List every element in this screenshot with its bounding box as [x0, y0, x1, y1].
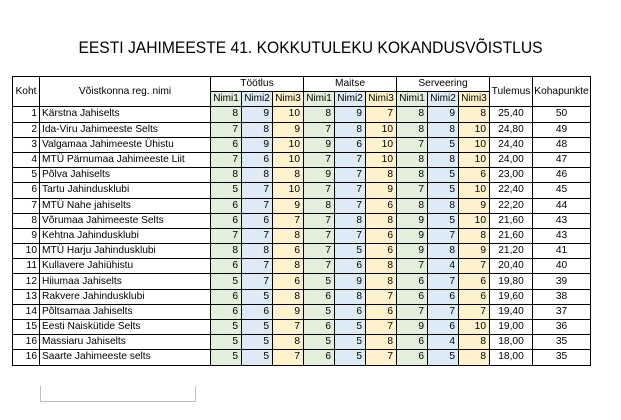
score-cell: 10: [273, 152, 304, 167]
score-cell: 8: [273, 289, 304, 304]
score-cell: 5: [211, 183, 242, 198]
score-cell: 8: [428, 122, 459, 137]
score-cell: 6: [397, 350, 428, 365]
score-cell: 8: [335, 289, 366, 304]
team-name-cell: Võrumaa Jahimeeste Selts: [40, 213, 211, 228]
score-cell: 9: [459, 244, 490, 259]
score-cell: 8: [366, 274, 397, 289]
table-row: [13, 152, 591, 167]
header-group-tootlus: Töötlus: [211, 77, 304, 92]
place-cell: 15: [13, 320, 40, 335]
place-cell: 14: [13, 304, 40, 319]
table-row: [13, 107, 591, 122]
score-cell: 8: [397, 107, 428, 122]
place-cell: 16: [13, 350, 40, 365]
score-cell: 8: [459, 107, 490, 122]
score-cell: 8: [304, 107, 335, 122]
place-cell: 3: [13, 137, 40, 152]
table-header: [13, 77, 591, 107]
score-cell: 9: [273, 198, 304, 213]
place-cell: 16: [13, 335, 40, 350]
score-cell: 5: [304, 335, 335, 350]
score-cell: 8: [459, 228, 490, 243]
score-cell: 6: [366, 304, 397, 319]
result-cell: 18,00: [490, 350, 533, 365]
score-cell: 5: [428, 350, 459, 365]
header-group-serveering: Serveering: [397, 77, 490, 92]
score-cell: 7: [304, 122, 335, 137]
score-cell: 7: [397, 304, 428, 319]
score-cell: 9: [397, 320, 428, 335]
score-cell: 10: [273, 107, 304, 122]
team-name-cell: Saarte Jahimeeste selts: [40, 350, 211, 365]
place-cell: 4: [13, 152, 40, 167]
score-cell: 9: [397, 213, 428, 228]
score-cell: 10: [366, 152, 397, 167]
team-name-cell: Kullavere Jahiühistu: [40, 259, 211, 274]
score-cell: 9: [242, 107, 273, 122]
points-cell: 39: [533, 274, 591, 289]
table-row: [13, 259, 591, 274]
place-cell: 8: [13, 213, 40, 228]
table-row: [13, 213, 591, 228]
table-row: [13, 244, 591, 259]
team-name-cell: Massiaru Jahiselts: [40, 335, 211, 350]
score-cell: 8: [366, 213, 397, 228]
score-cell: 7: [428, 304, 459, 319]
score-cell: 8: [211, 244, 242, 259]
score-cell: 7: [304, 152, 335, 167]
table-row: [13, 335, 591, 350]
score-cell: 10: [366, 137, 397, 152]
result-cell: 24,40: [490, 137, 533, 152]
score-cell: 9: [366, 183, 397, 198]
score-cell: 8: [211, 107, 242, 122]
score-cell: 5: [211, 350, 242, 365]
score-cell: 6: [397, 289, 428, 304]
points-cell: 43: [533, 213, 591, 228]
score-cell: 6: [211, 137, 242, 152]
score-cell: 7: [397, 137, 428, 152]
score-cell: 6: [366, 198, 397, 213]
score-cell: 5: [335, 350, 366, 365]
score-cell: 10: [459, 183, 490, 198]
result-cell: 19,80: [490, 274, 533, 289]
team-name-cell: Tartu Jahindusklubi: [40, 183, 211, 198]
score-cell: 7: [366, 107, 397, 122]
score-cell: 6: [459, 168, 490, 183]
score-cell: 7: [366, 350, 397, 365]
header-judge2: Nimi2: [428, 92, 459, 107]
score-cell: 9: [397, 244, 428, 259]
score-cell: 4: [428, 259, 459, 274]
points-cell: 40: [533, 259, 591, 274]
score-cell: 8: [366, 335, 397, 350]
score-cell: 10: [459, 320, 490, 335]
score-cell: 9: [459, 198, 490, 213]
team-name-cell: Kärstna Jahiselts: [40, 107, 211, 122]
table-row: [13, 198, 591, 213]
score-cell: 6: [366, 228, 397, 243]
score-cell: 10: [459, 122, 490, 137]
score-cell: 6: [304, 320, 335, 335]
score-cell: 9: [397, 228, 428, 243]
points-cell: 38: [533, 289, 591, 304]
score-cell: 7: [335, 168, 366, 183]
header-team: Võistkonna reg. nimi: [40, 77, 211, 107]
score-cell: 8: [366, 168, 397, 183]
points-cell: 37: [533, 304, 591, 319]
team-name-cell: Ida-Viru Jahimeeste Selts: [40, 122, 211, 137]
score-cell: 8: [242, 168, 273, 183]
points-cell: 35: [533, 335, 591, 350]
points-cell: 35: [533, 350, 591, 365]
header-group-maitse: Maitse: [304, 77, 397, 92]
place-cell: 12: [13, 274, 40, 289]
result-cell: 19,00: [490, 320, 533, 335]
team-name-cell: MTÜ Harju Jahindusklubi: [40, 244, 211, 259]
header-judge1: Nimi1: [397, 92, 428, 107]
points-cell: 47: [533, 152, 591, 167]
table-row: [13, 122, 591, 137]
score-cell: 6: [428, 289, 459, 304]
score-cell: 6: [459, 289, 490, 304]
score-cell: 5: [304, 304, 335, 319]
team-name-cell: MTÜ Nahe jahiselts: [40, 198, 211, 213]
points-cell: 49: [533, 122, 591, 137]
team-name-cell: Põlva Jahiselts: [40, 168, 211, 183]
score-cell: 5: [335, 244, 366, 259]
header-judge1: Nimi1: [304, 92, 335, 107]
result-cell: 25,40: [490, 107, 533, 122]
score-cell: 7: [304, 228, 335, 243]
table-row: [13, 137, 591, 152]
result-cell: 24,00: [490, 152, 533, 167]
score-cell: 7: [211, 152, 242, 167]
team-name-cell: Põltsamaa Jahiselts: [40, 304, 211, 319]
document-title: EESTI JAHIMEESTE 41. KOKKUTULEKU KOKANDUSVÕISTLUS: [78, 38, 543, 57]
score-cell: 9: [304, 137, 335, 152]
score-cell: 7: [273, 213, 304, 228]
empty-cell-outline: [40, 386, 196, 402]
result-cell: 19,60: [490, 289, 533, 304]
score-cell: 8: [428, 152, 459, 167]
result-cell: 21,20: [490, 244, 533, 259]
table-row: [13, 289, 591, 304]
points-cell: 44: [533, 198, 591, 213]
score-cell: 9: [304, 168, 335, 183]
score-cell: 6: [335, 137, 366, 152]
score-cell: 5: [211, 320, 242, 335]
points-cell: 46: [533, 168, 591, 183]
score-cell: 5: [211, 335, 242, 350]
score-cell: 6: [335, 304, 366, 319]
score-cell: 8: [366, 259, 397, 274]
score-cell: 8: [335, 122, 366, 137]
score-cell: 5: [428, 168, 459, 183]
score-cell: 10: [459, 152, 490, 167]
place-cell: 11: [13, 259, 40, 274]
result-cell: 19,40: [490, 304, 533, 319]
score-cell: 7: [242, 183, 273, 198]
header-judge3: Nimi3: [366, 92, 397, 107]
place-cell: 10: [13, 244, 40, 259]
score-cell: 6: [459, 274, 490, 289]
team-name-cell: Kehtna Jahindusklubi: [40, 228, 211, 243]
score-cell: 7: [428, 274, 459, 289]
header-result: Tulemus: [490, 77, 533, 107]
score-cell: 8: [273, 168, 304, 183]
team-name-cell: Eesti Naiskütide Selts: [40, 320, 211, 335]
score-cell: 6: [304, 350, 335, 365]
score-cell: 8: [211, 168, 242, 183]
table-row: [13, 274, 591, 289]
score-cell: 8: [397, 122, 428, 137]
score-cell: 10: [366, 122, 397, 137]
table-row: [13, 320, 591, 335]
place-cell: 5: [13, 168, 40, 183]
score-cell: 8: [428, 198, 459, 213]
results-table: [12, 76, 591, 366]
result-cell: 23,00: [490, 168, 533, 183]
score-cell: 10: [459, 213, 490, 228]
score-cell: 10: [459, 137, 490, 152]
score-cell: 7: [459, 259, 490, 274]
team-name-cell: MTÜ Pärnumaa Jahimeeste Liit: [40, 152, 211, 167]
score-cell: 8: [273, 259, 304, 274]
score-cell: 5: [211, 274, 242, 289]
score-cell: 6: [211, 304, 242, 319]
score-cell: 8: [335, 213, 366, 228]
score-cell: 7: [304, 183, 335, 198]
score-cell: 7: [211, 122, 242, 137]
score-cell: 7: [366, 320, 397, 335]
result-cell: 22,20: [490, 198, 533, 213]
score-cell: 7: [242, 198, 273, 213]
score-cell: 5: [428, 137, 459, 152]
result-cell: 21,60: [490, 213, 533, 228]
score-cell: 8: [273, 228, 304, 243]
score-cell: 7: [242, 228, 273, 243]
table-row: [13, 228, 591, 243]
team-name-cell: Hiiumaa Jahiselts: [40, 274, 211, 289]
score-cell: 8: [397, 198, 428, 213]
score-cell: 7: [304, 213, 335, 228]
score-cell: 10: [273, 137, 304, 152]
score-cell: 6: [273, 274, 304, 289]
score-cell: 5: [242, 335, 273, 350]
score-cell: 8: [242, 122, 273, 137]
score-cell: 9: [273, 122, 304, 137]
score-cell: 9: [273, 304, 304, 319]
score-cell: 5: [428, 213, 459, 228]
team-name-cell: Rakvere Jahindusklubi: [40, 289, 211, 304]
result-cell: 22,40: [490, 183, 533, 198]
result-cell: 21,60: [490, 228, 533, 243]
score-cell: 6: [397, 274, 428, 289]
score-cell: 7: [366, 289, 397, 304]
score-cell: 5: [242, 350, 273, 365]
score-cell: 5: [428, 183, 459, 198]
score-cell: 6: [273, 244, 304, 259]
score-cell: 7: [335, 152, 366, 167]
score-cell: 6: [366, 244, 397, 259]
header-judge3: Nimi3: [273, 92, 304, 107]
table-body: [13, 107, 591, 365]
score-cell: 8: [304, 198, 335, 213]
score-cell: 8: [397, 168, 428, 183]
points-cell: 43: [533, 228, 591, 243]
place-cell: 13: [13, 289, 40, 304]
header-judge2: Nimi2: [242, 92, 273, 107]
score-cell: 8: [459, 335, 490, 350]
score-cell: 7: [397, 183, 428, 198]
score-cell: 5: [304, 274, 335, 289]
header-koht: Koht: [13, 77, 40, 107]
score-cell: 8: [428, 244, 459, 259]
score-cell: 7: [242, 274, 273, 289]
score-cell: 7: [335, 198, 366, 213]
points-cell: 41: [533, 244, 591, 259]
points-cell: 45: [533, 183, 591, 198]
score-cell: 6: [397, 335, 428, 350]
score-cell: 5: [242, 320, 273, 335]
result-cell: 18,00: [490, 335, 533, 350]
table-row: [13, 304, 591, 319]
score-cell: 4: [428, 335, 459, 350]
score-cell: 6: [242, 304, 273, 319]
result-cell: 20,40: [490, 259, 533, 274]
score-cell: 9: [428, 107, 459, 122]
place-cell: 9: [13, 228, 40, 243]
header-points: Kohapunkte: [533, 77, 591, 107]
place-cell: 7: [13, 198, 40, 213]
score-cell: 7: [242, 259, 273, 274]
score-cell: 8: [273, 335, 304, 350]
score-cell: 6: [304, 289, 335, 304]
score-cell: 7: [397, 259, 428, 274]
points-cell: 50: [533, 107, 591, 122]
score-cell: 7: [273, 320, 304, 335]
score-cell: 6: [211, 213, 242, 228]
score-cell: 7: [304, 259, 335, 274]
points-cell: 48: [533, 137, 591, 152]
score-cell: 6: [335, 259, 366, 274]
score-cell: 7: [273, 350, 304, 365]
points-cell: 36: [533, 320, 591, 335]
place-cell: 2: [13, 122, 40, 137]
table-row: [13, 168, 591, 183]
score-cell: 6: [211, 198, 242, 213]
score-cell: 6: [428, 320, 459, 335]
score-cell: 6: [211, 259, 242, 274]
score-cell: 6: [242, 213, 273, 228]
score-cell: 7: [304, 244, 335, 259]
score-cell: 5: [335, 320, 366, 335]
score-cell: 8: [459, 350, 490, 365]
table-row: [13, 183, 591, 198]
score-cell: 6: [211, 289, 242, 304]
score-cell: 7: [459, 304, 490, 319]
score-cell: 6: [242, 152, 273, 167]
place-cell: 6: [13, 183, 40, 198]
header-judge1: Nimi1: [211, 92, 242, 107]
score-cell: 7: [335, 183, 366, 198]
header-judge3: Nimi3: [459, 92, 490, 107]
score-cell: 7: [335, 228, 366, 243]
header-judge2: Nimi2: [335, 92, 366, 107]
score-cell: 9: [242, 137, 273, 152]
team-name-cell: Valgamaa Jahimeeste Ühistu: [40, 137, 211, 152]
place-cell: 1: [13, 107, 40, 122]
table-row: [13, 350, 591, 365]
score-cell: 10: [273, 183, 304, 198]
score-cell: 8: [242, 244, 273, 259]
score-cell: 7: [428, 228, 459, 243]
result-cell: 24,80: [490, 122, 533, 137]
score-cell: 9: [335, 107, 366, 122]
score-cell: 5: [242, 289, 273, 304]
score-cell: 9: [335, 274, 366, 289]
score-cell: 5: [335, 335, 366, 350]
score-cell: 7: [211, 228, 242, 243]
score-cell: 8: [397, 152, 428, 167]
